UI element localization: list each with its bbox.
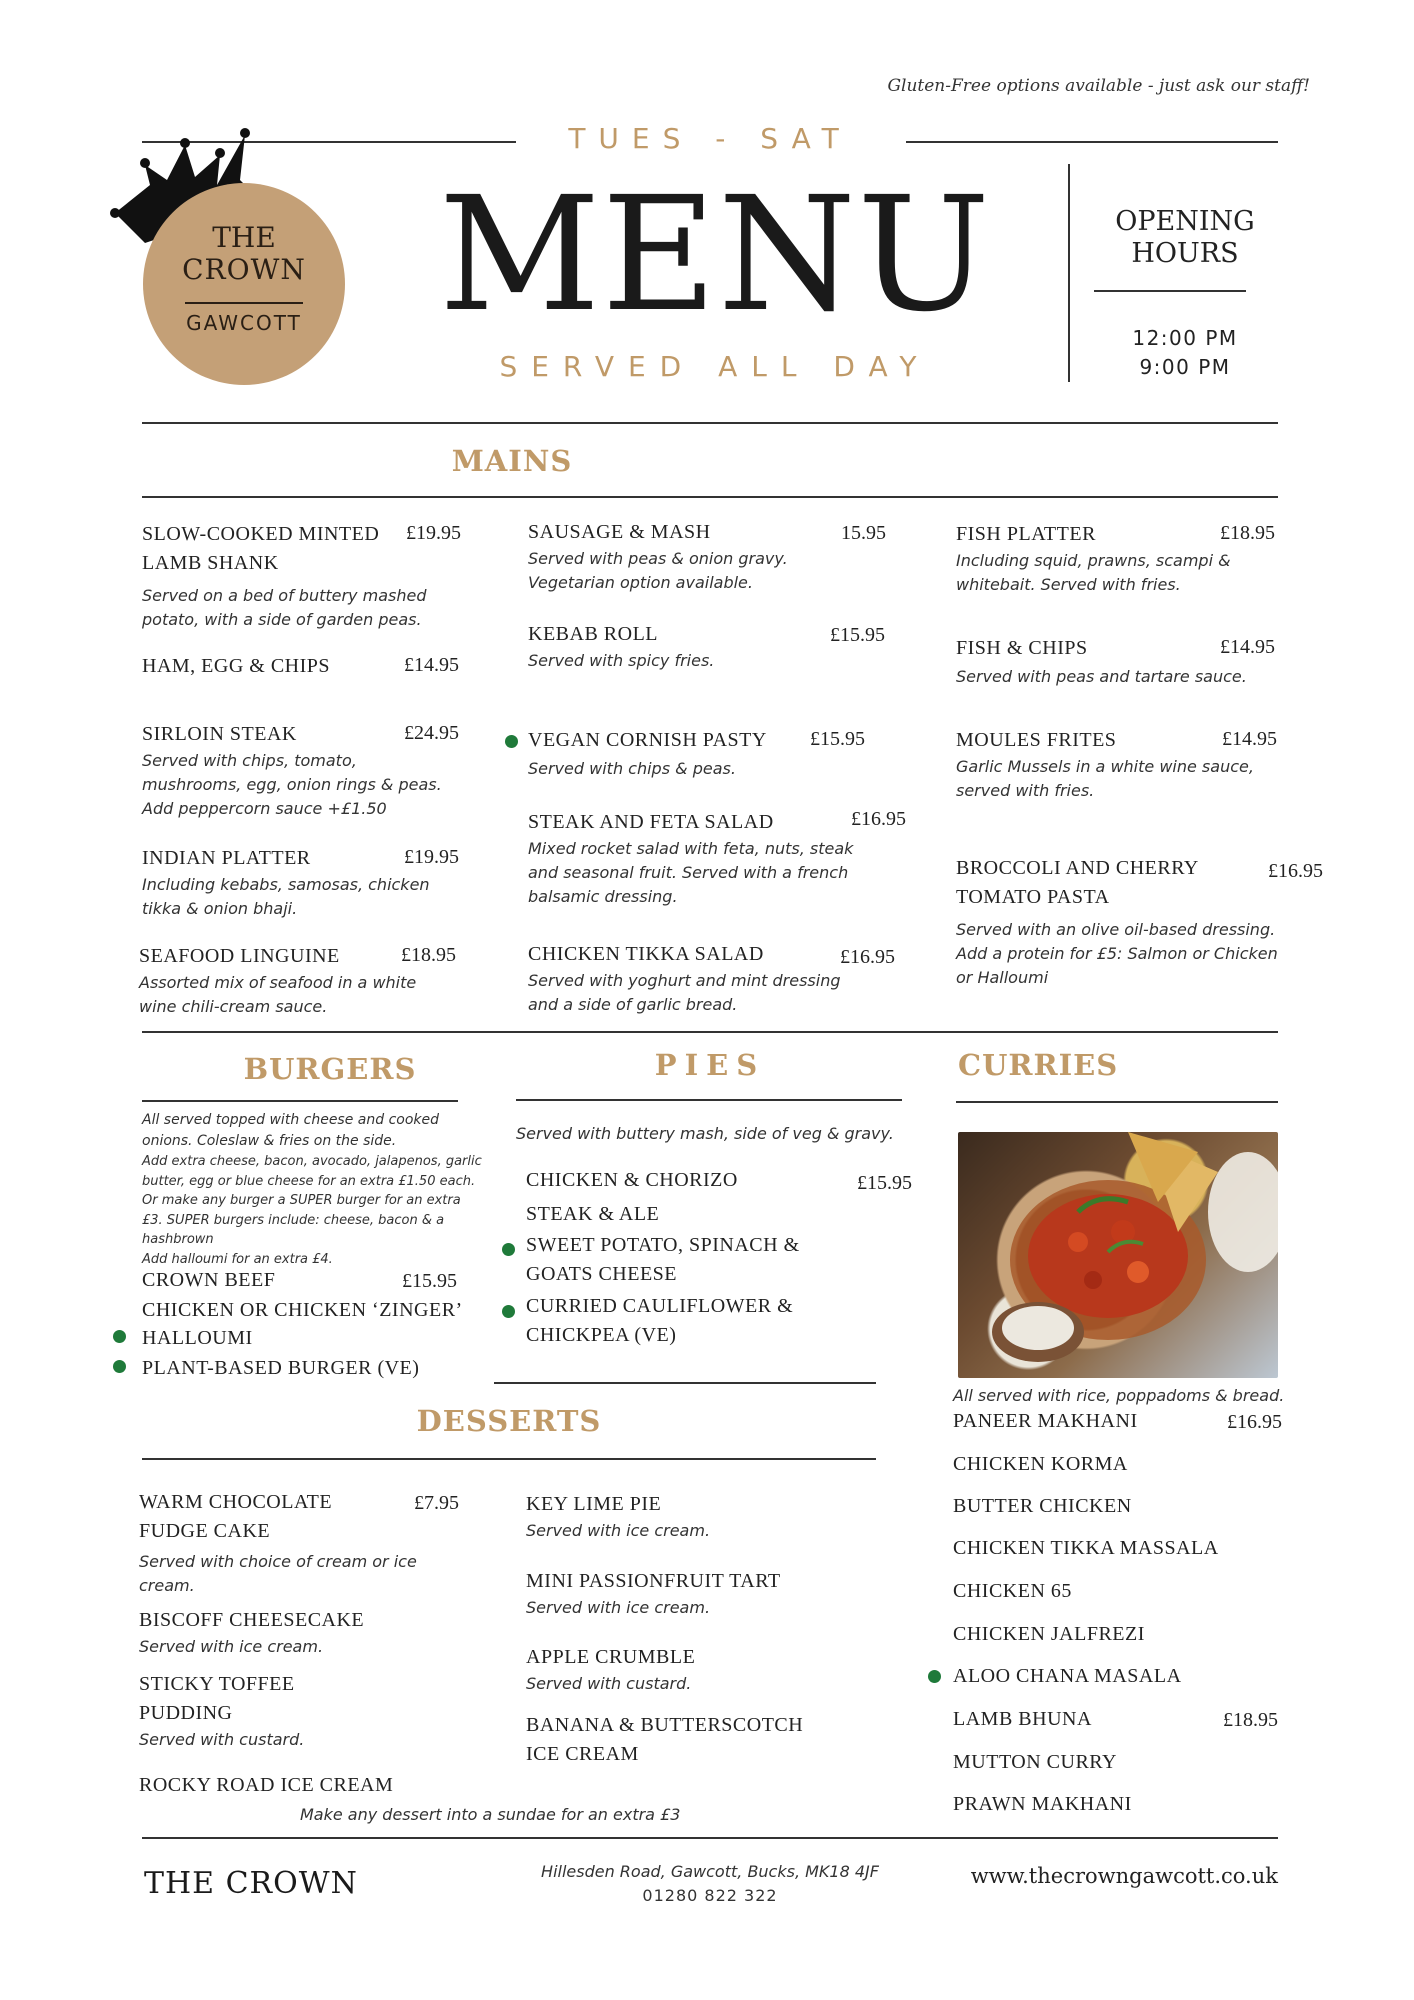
menu-item-fish-chips [956, 634, 1276, 689]
desserts-heading-rule [142, 1458, 876, 1460]
item-description: Including kebabs, samosas, chicken tikka & onion bhaji. [142, 875, 430, 918]
menu-item-moules-frites [956, 726, 1276, 803]
burgers-heading: BURGERS [243, 1052, 417, 1086]
footer-brand: THE CROWN [144, 1866, 358, 1901]
menu-item-ham-egg-chips [142, 652, 462, 681]
item-name: HAM, EGG & CHIPS [142, 655, 331, 677]
pie-curried-cauliflower: CURRIED CAULIFLOWER & CHICKPEA (VE) [526, 1295, 794, 1346]
footer-rule [142, 1837, 1278, 1839]
burger-plant-based: PLANT-BASED BURGER (VE) [142, 1357, 420, 1379]
curry-aloo-chana-masala: ALOO CHANA MASALA [953, 1665, 1182, 1687]
item-name: FISH PLATTER [956, 523, 1096, 545]
mains-top-rule [142, 422, 1278, 424]
dessert-chocolate-fudge-cake [139, 1488, 469, 1598]
item-name: SAUSAGE & MASH [528, 521, 711, 543]
item-description: Served with custard. [526, 1674, 692, 1693]
item-description: Served with an olive oil-based dressing. Add a protein for £5: Salmon or Chicken or Halloumi [956, 920, 1278, 987]
menu-item-sausage-mash [528, 518, 888, 595]
mains-heading-rule [142, 496, 1278, 498]
burgers-price: £15.95 [402, 1270, 457, 1292]
item-price: £19.95 [406, 522, 461, 544]
dessert-passionfruit-tart [526, 1567, 856, 1620]
curry-paneer-makhani: PANEER MAKHANI [953, 1410, 1138, 1432]
item-price: £14.95 [1222, 728, 1277, 750]
gluten-free-note: Gluten-Free options available - just ask our staff! [887, 76, 1310, 96]
menu-item-vegan-cornish-pasty [528, 726, 888, 781]
item-name: FISH & CHIPS [956, 637, 1088, 659]
menu-item-steak-feta-salad [528, 808, 908, 909]
desserts-price: £7.95 [414, 1492, 459, 1514]
header-rule-right [906, 141, 1278, 143]
sundae-note: Make any dessert into a sundae for an extra £3 [300, 1805, 681, 1824]
opening-hours-line-1: OPENING [1115, 206, 1255, 237]
curry-prawn-makhani: PRAWN MAKHANI [953, 1793, 1132, 1815]
item-price: £18.95 [401, 944, 456, 966]
item-price: £16.95 [1268, 860, 1323, 882]
closing-time: 9:00 PM [1139, 355, 1231, 379]
logo-divider [185, 302, 303, 304]
item-description: Served with yoghurt and mint dressing and a side of garlic bread. [528, 971, 841, 1014]
burger-halloumi: HALLOUMI [142, 1327, 253, 1349]
item-description: Mixed rocket salad with feta, nuts, steak and seasonal fruit. Served with a french balsamic dressing. [528, 839, 854, 906]
curry-lamb-bhuna: LAMB BHUNA [953, 1708, 1092, 1730]
item-description: Served with ice cream. [526, 1598, 711, 1617]
burgers-note-1: All served topped with cheese and cooked onions. Coleslaw & fries on the side. [142, 1112, 440, 1149]
item-name: WARM CHOCOLATE FUDGE CAKE [139, 1491, 333, 1542]
item-description: Served with peas & onion gravy. Vegetarian option available. [528, 549, 788, 592]
days-label: TUES - SAT [568, 122, 852, 155]
item-name: VEGAN CORNISH PASTY [528, 729, 767, 751]
item-description: Including squid, prawns, scampi & whitebait. Served with fries. [956, 551, 1231, 594]
curry-chicken-tikka-massala: CHICKEN TIKKA MASSALA [953, 1537, 1219, 1559]
vegan-indicator [502, 1305, 515, 1318]
curry-chicken-korma: CHICKEN KORMA [953, 1453, 1128, 1475]
pie-sweet-potato: SWEET POTATO, SPINACH & GOATS CHEESE [526, 1234, 800, 1285]
item-description: Assorted mix of seafood in a white wine chili-cream sauce. [139, 973, 417, 1016]
item-name: SEAFOOD LINGUINE [139, 945, 340, 967]
curries-heading: CURRIES [958, 1048, 1119, 1082]
logo-line-2: CROWN [182, 253, 306, 286]
burger-crown-beef: CROWN BEEF [142, 1269, 276, 1291]
logo [105, 125, 345, 385]
vegan-indicator [502, 1243, 515, 1256]
item-price: 15.95 [841, 522, 886, 544]
item-description: Garlic Mussels in a white wine sauce, served with fries. [956, 757, 1254, 800]
curry-dish-icon [958, 1132, 1278, 1378]
item-description: Served with peas and tartare sauce. [956, 667, 1247, 686]
item-name: SIRLOIN STEAK [142, 723, 297, 745]
menu-item-sirloin-steak [142, 720, 462, 821]
pies-note: Served with buttery mash, side of veg & gravy. [516, 1124, 894, 1143]
item-name: KEBAB ROLL [528, 623, 658, 645]
item-name: CHICKEN TIKKA SALAD [528, 943, 764, 965]
burger-chicken-zinger: CHICKEN OR CHICKEN ‘ZINGER’ [142, 1299, 463, 1321]
item-name: KEY LIME PIE [526, 1493, 662, 1515]
item-name: BISCOFF CHEESECAKE [139, 1609, 365, 1631]
item-description: Served with ice cream. [526, 1521, 711, 1540]
item-name: BROCCOLI AND CHERRY TOMATO PASTA [956, 857, 1199, 908]
item-description: Served with chips & peas. [528, 759, 736, 778]
curries-heading-rule [956, 1101, 1278, 1103]
dessert-rocky-road [139, 1771, 469, 1800]
footer-phone: 01280 822 322 [642, 1886, 778, 1905]
item-price: £14.95 [404, 654, 459, 676]
item-name: INDIAN PLATTER [142, 847, 311, 869]
burgers-notes [142, 1110, 482, 1269]
item-price: £19.95 [404, 846, 459, 868]
burgers-note-4: Add halloumi for an extra £4. [142, 1251, 333, 1267]
hours-rule [1094, 290, 1246, 292]
mains-bottom-rule [142, 1031, 1278, 1033]
item-name: APPLE CRUMBLE [526, 1646, 696, 1668]
dessert-banana-butterscotch [526, 1711, 856, 1769]
vegan-indicator [113, 1330, 126, 1343]
vegan-indicator [113, 1360, 126, 1373]
curry-butter-chicken: BUTTER CHICKEN [953, 1495, 1132, 1517]
footer-address: Hillesden Road, Gawcott, Bucks, MK18 4JF [541, 1862, 879, 1881]
menu-item-lamb-shank [142, 520, 462, 632]
burgers-note-2: Add extra cheese, bacon, avocado, jalapenos, garlic butter, egg or blue cheese for an extra £1.50 each. [142, 1154, 482, 1189]
item-description: Served with choice of cream or ice cream. [139, 1552, 417, 1595]
curry-chicken-jalfrezi: CHICKEN JALFREZI [953, 1623, 1145, 1645]
pies-heading: PIES [654, 1048, 766, 1082]
pies-price: £15.95 [857, 1172, 912, 1194]
item-price: £18.95 [1220, 522, 1275, 544]
item-name: STEAK AND FETA SALAD [528, 811, 774, 833]
menu-item-chicken-tikka-salad [528, 940, 908, 1017]
curry-chicken-65: CHICKEN 65 [953, 1580, 1072, 1602]
footer-website[interactable]: www.thecrowngawcott.co.uk [970, 1864, 1278, 1888]
menu-item-broccoli-tomato-pasta [956, 854, 1323, 990]
item-name: ROCKY ROAD ICE CREAM [139, 1774, 394, 1796]
dessert-key-lime-pie [526, 1490, 856, 1543]
logo-line-3: GAWCOTT [186, 311, 302, 335]
item-price: £15.95 [810, 728, 865, 750]
item-price: £24.95 [404, 722, 459, 744]
menu-item-indian-platter [142, 844, 462, 921]
pie-chicken-chorizo: CHICKEN & CHORIZO [526, 1169, 738, 1191]
curries-price-1: £16.95 [1227, 1411, 1282, 1433]
desserts-heading: DESSERTS [416, 1404, 602, 1438]
item-price: £16.95 [851, 808, 906, 830]
pies-heading-rule [516, 1099, 902, 1101]
dessert-apple-crumble [526, 1643, 856, 1696]
item-description: Served with spicy fries. [528, 651, 715, 670]
curries-note: All served with rice, poppadoms & bread. [953, 1386, 1285, 1405]
vegan-indicator [505, 735, 518, 748]
item-price: £14.95 [1220, 636, 1275, 658]
opening-hours-heading [1080, 206, 1290, 270]
item-name: SLOW-COOKED MINTED LAMB SHANK [142, 523, 380, 574]
page-title: MENU [438, 163, 992, 347]
vegan-indicator [928, 1670, 941, 1683]
served-all-day-label: SERVED ALL DAY [499, 350, 931, 383]
menu-item-seafood-linguine [139, 942, 459, 1019]
item-description: Served with custard. [139, 1730, 305, 1749]
burgers-note-3: Or make any burger a SUPER burger for an extra £3. SUPER burgers include: cheese, bacon & a hashbrown [142, 1193, 461, 1247]
hours-divider [1068, 164, 1070, 382]
item-name: MOULES FRITES [956, 729, 1117, 751]
curries-price-2: £18.95 [1223, 1709, 1278, 1731]
item-name: MINI PASSIONFRUIT TART [526, 1570, 781, 1592]
menu-item-kebab-roll [528, 620, 888, 673]
mains-heading: MAINS [451, 444, 573, 478]
item-price: £16.95 [840, 946, 895, 968]
curry-photo [958, 1132, 1278, 1378]
opening-hours-line-2: HOURS [1131, 238, 1239, 269]
item-name: STICKY TOFFEE PUDDING [139, 1673, 295, 1724]
item-name: BANANA & BUTTERSCOTCH ICE CREAM [526, 1714, 804, 1765]
item-description: Served on a bed of buttery mashed potato, with a side of garden peas. [142, 586, 427, 629]
opening-time: 12:00 PM [1132, 326, 1238, 350]
pie-steak-ale: STEAK & ALE [526, 1203, 660, 1225]
menu-item-fish-platter [956, 520, 1276, 597]
pies-bottom-rule [494, 1382, 876, 1384]
burgers-heading-rule [142, 1100, 458, 1102]
item-description: Served with ice cream. [139, 1637, 324, 1656]
dessert-sticky-toffee-pudding [139, 1670, 469, 1752]
logo-line-1: THE [212, 221, 276, 254]
dessert-biscoff-cheesecake [139, 1606, 469, 1659]
curry-mutton: MUTTON CURRY [953, 1751, 1117, 1773]
item-price: £15.95 [830, 624, 885, 646]
item-description: Served with chips, tomato, mushrooms, egg, onion rings & peas. Add peppercorn sauce +£1.50 [142, 751, 442, 818]
